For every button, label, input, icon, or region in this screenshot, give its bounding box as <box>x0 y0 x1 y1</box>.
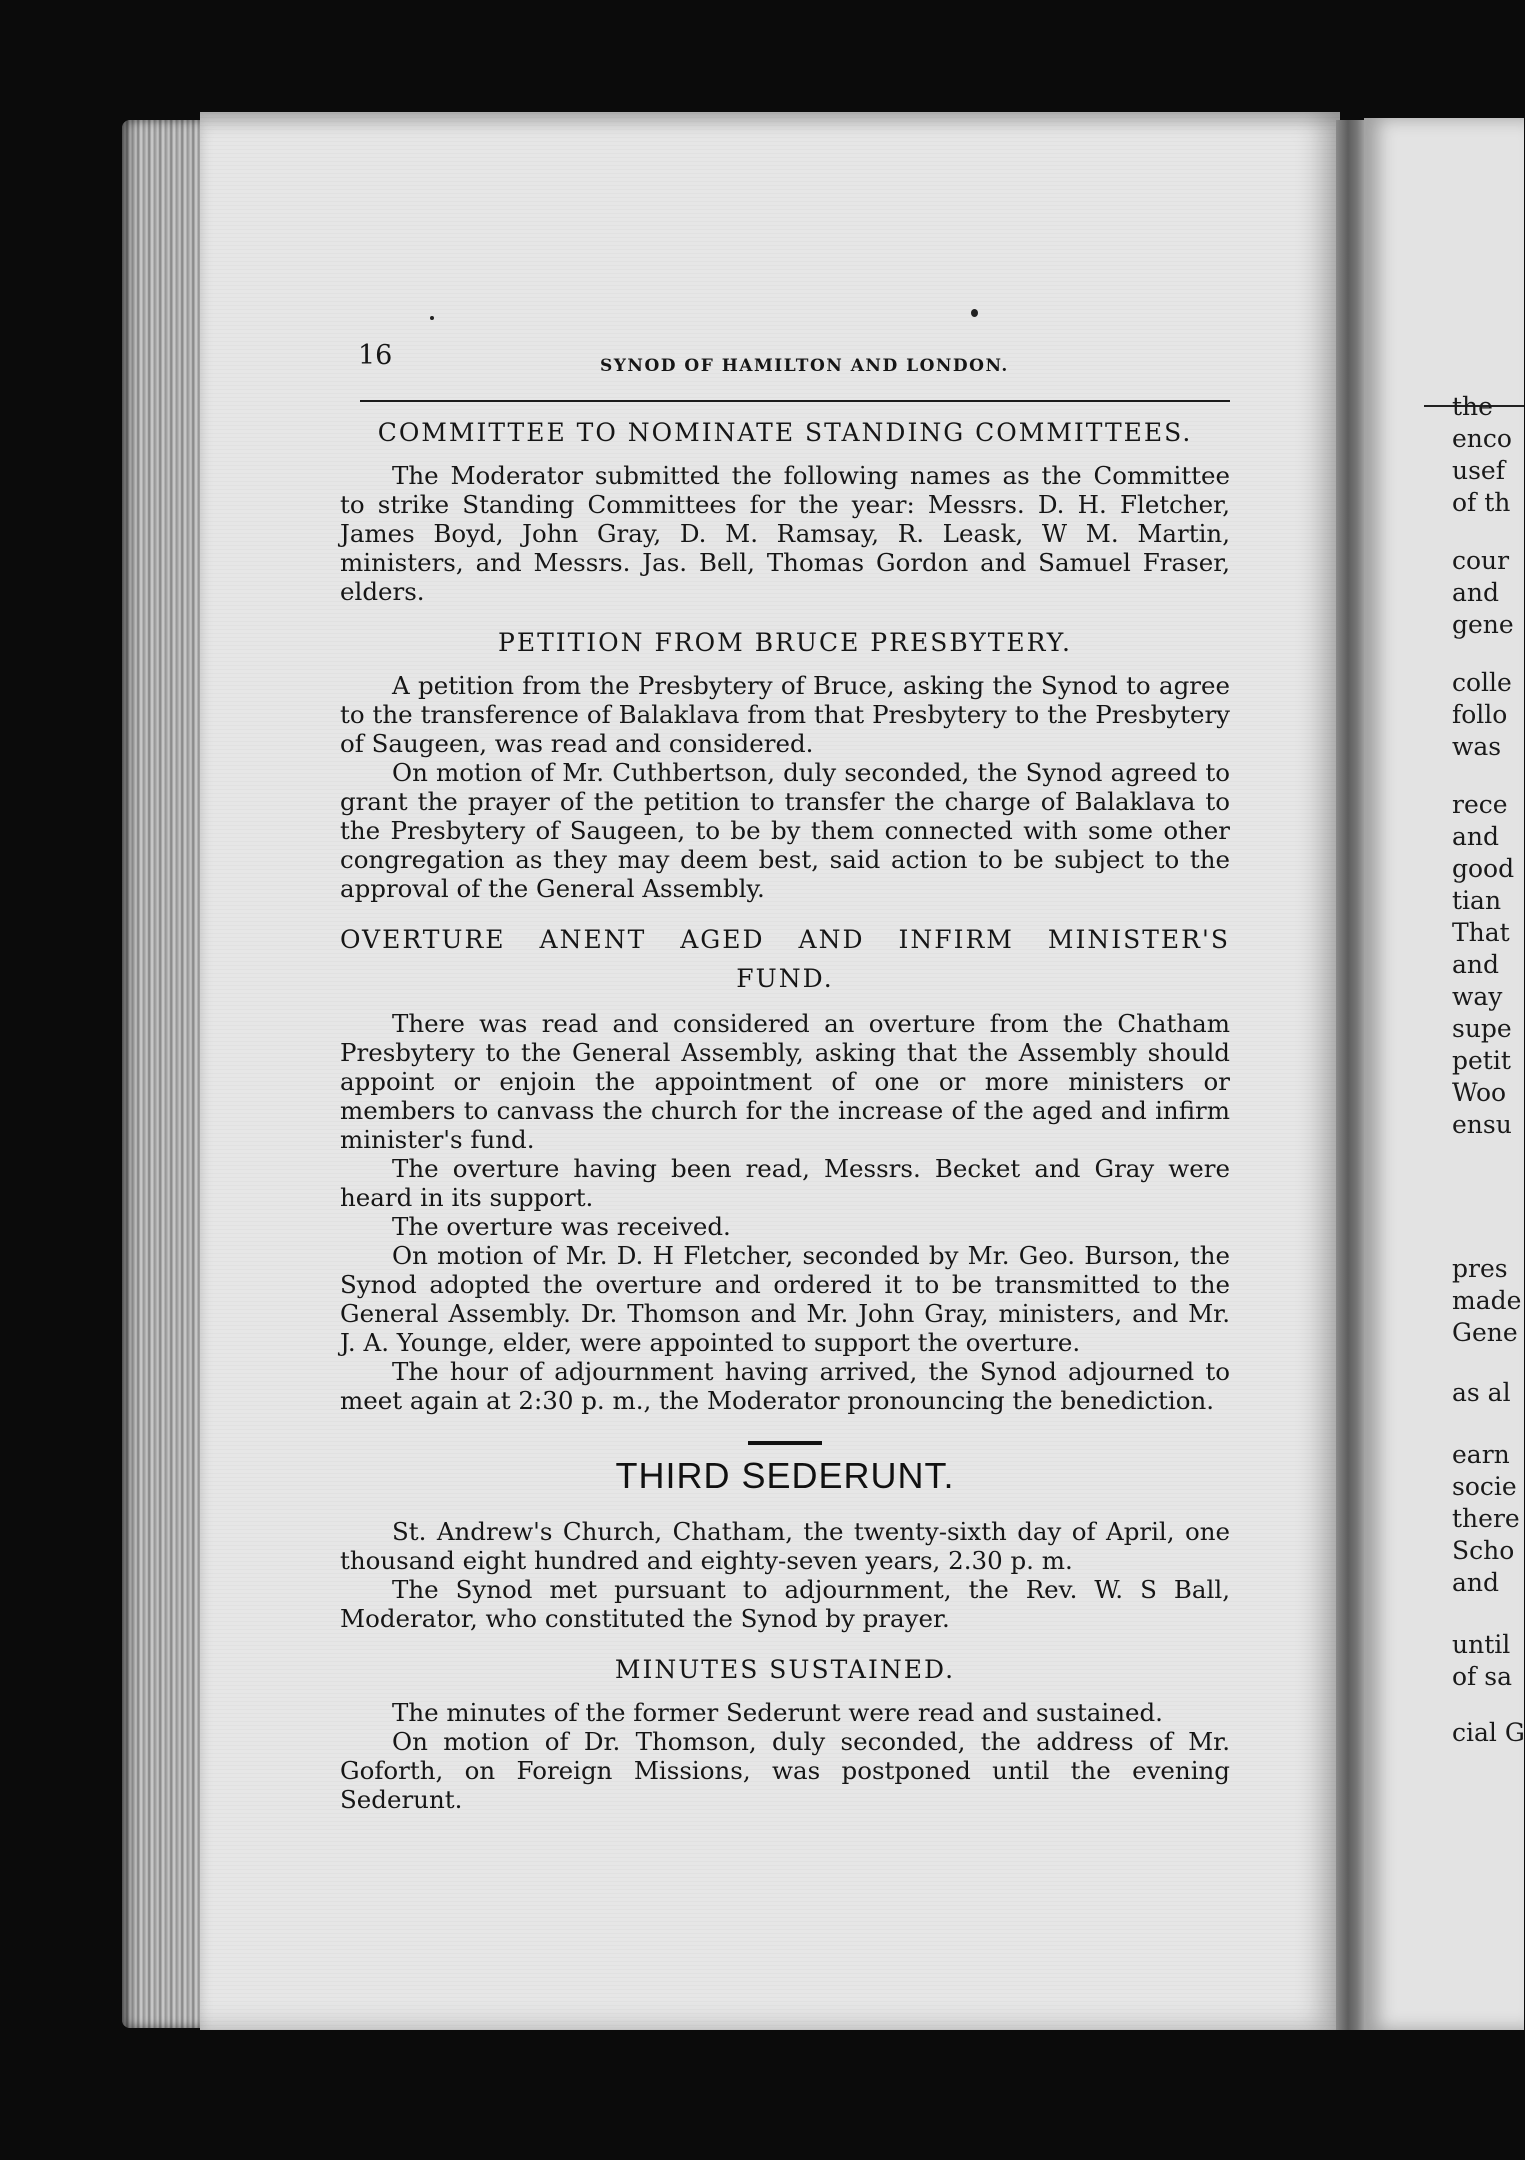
right-page-text-fragment: and <box>1452 822 1500 851</box>
right-page-text-fragment: was <box>1452 732 1502 761</box>
sederunt-heading: THIRD SEDERUNT. <box>615 1455 955 1496</box>
paragraph: A petition from the Presbytery of Bruce, asking the Synod to agree to the transference of Balaklava from that Presbytery to the Presbytery of Saugeen, was read and considered. <box>340 671 1230 758</box>
right-page-text-fragment: ensu <box>1452 1110 1512 1139</box>
right-page-text-fragment: enco <box>1452 424 1512 453</box>
right-page-text-fragment: the <box>1452 392 1493 421</box>
paragraph: The hour of adjournment having arrived, the Synod adjourned to meet again at 2:30 p. m., the Moderator pronouncing the benediction. <box>340 1357 1230 1415</box>
right-page-text-fragment: That <box>1452 918 1510 947</box>
right-page-text-fragment: socie <box>1452 1472 1517 1501</box>
right-page-text-fragment: made <box>1452 1286 1522 1315</box>
ink-speck <box>430 316 434 320</box>
right-page-text-fragment: tian <box>1452 886 1502 915</box>
right-page-text-fragment: cour <box>1452 546 1510 575</box>
right-page-text-fragment: supe <box>1452 1014 1512 1043</box>
paragraph: The overture was received. <box>392 1212 731 1241</box>
header-rule <box>360 400 1230 402</box>
paragraph: On motion of Dr. Thomson, duly seconded, the address of Mr. Goforth, on Foreign Missions, was postponed until the evening Sederunt. <box>340 1727 1230 1814</box>
page-edges <box>122 120 212 2028</box>
section-heading-committee: COMMITTEE TO NOMINATE STANDING COMMITTEES. <box>377 418 1193 447</box>
right-page-text-fragment: Gene <box>1452 1318 1518 1347</box>
right-page-text-fragment: earn <box>1452 1440 1510 1469</box>
heading-word: ANENT <box>539 925 647 954</box>
right-page-text-fragment: until <box>1452 1630 1511 1659</box>
right-page-text-fragment: pres <box>1452 1254 1508 1283</box>
right-page-text-fragment: as al <box>1452 1378 1511 1407</box>
heading-word: OVERTURE <box>340 925 506 954</box>
page-number: 16 <box>358 340 393 371</box>
paragraph: The minutes of the former Sederunt were read and sustained. <box>392 1698 1163 1727</box>
right-page-text-fragment: and <box>1452 950 1500 979</box>
ink-speck <box>971 309 978 317</box>
right-page-text-fragment: colle <box>1452 668 1512 697</box>
section-heading-petition: PETITION FROM BRUCE PRESBYTERY. <box>498 628 1072 657</box>
heading-word: INFIRM <box>898 925 1014 954</box>
right-page-text-fragment: and <box>1452 578 1500 607</box>
right-page-text-fragment: gene <box>1452 610 1514 639</box>
heading-word: MINISTER'S <box>1047 925 1230 954</box>
paragraph: On motion of Mr. D. H Fletcher, seconded by Mr. Geo. Burson, the Synod adopted the overture and ordered it to be transmitted to the General Assembly. Dr. Thomson and Mr. John Gray, ministers, and Mr. J. A. Younge, elder, were appointed to support the overture. <box>340 1241 1230 1357</box>
right-page-text-fragment: usef <box>1452 456 1505 485</box>
section-heading-overture-line2: FUND. <box>736 964 834 993</box>
heading-word: AGED <box>680 925 765 954</box>
section-divider <box>748 1441 822 1445</box>
right-page-text-fragment: there <box>1452 1504 1520 1533</box>
right-page-text-fragment: rece <box>1452 790 1508 819</box>
page-body <box>340 418 1230 1814</box>
right-page-text-fragment: cial G <box>1452 1718 1525 1747</box>
running-head: SYNOD OF HAMILTON AND LONDON. <box>600 356 1009 376</box>
right-page-text-fragment: follo <box>1452 700 1508 729</box>
paragraph: St. Andrew's Church, Chatham, the twenty-sixth day of April, one thousand eight hundred and eighty-seven years, 2.30 p. m. <box>340 1517 1230 1575</box>
right-page-fragment <box>1364 118 1524 2030</box>
section-heading-overture <box>340 925 1230 954</box>
paragraph: The overture having been read, Messrs. Becket and Gray were heard in its support. <box>340 1154 1230 1212</box>
right-page-text-fragment: good <box>1452 854 1515 883</box>
right-page-text-fragment: Scho <box>1452 1536 1515 1565</box>
right-page-text-fragment: of sa <box>1452 1662 1512 1691</box>
right-page-text-fragment: petit <box>1452 1046 1511 1075</box>
paragraph: There was read and considered an overture from the Chatham Presbytery to the General Assembly, asking that the Assembly should appoint or enjoin the appointment of one or more ministers or members to canvass the church for the increase of the aged and infirm minister's fund. <box>340 1009 1230 1154</box>
right-page-text-fragment: Woo <box>1452 1078 1507 1107</box>
paragraph: The Synod met pursuant to adjournment, the Rev. W. S Ball, Moderator, who constituted the Synod by prayer. <box>340 1575 1230 1633</box>
paragraph: The Moderator submitted the following names as the Committee to strike Standing Committees for the year: Messrs. D. H. Fletcher, James Boyd, John Gray, D. M. Ramsay, R. Leask, W M. Martin, ministers, and Messrs. Jas. Bell, Thomas Gordon and Samuel Fraser, elders. <box>340 461 1230 606</box>
paragraph: On motion of Mr. Cuthbertson, duly seconded, the Synod agreed to grant the prayer of the petition to transfer the charge of Balaklava to the Presbytery of Saugeen, to be by them connected with some other congregation as they may deem best, said action to be subject to the approval of the General Assembly. <box>340 758 1230 903</box>
right-page-text-fragment: and <box>1452 1568 1500 1597</box>
book-gutter <box>1336 120 1366 2030</box>
heading-word: AND <box>798 925 865 954</box>
right-page-text-fragment: way <box>1452 982 1503 1011</box>
section-heading-minutes: MINUTES SUSTAINED. <box>614 1655 956 1684</box>
right-page-text-fragment: of th <box>1452 488 1511 517</box>
